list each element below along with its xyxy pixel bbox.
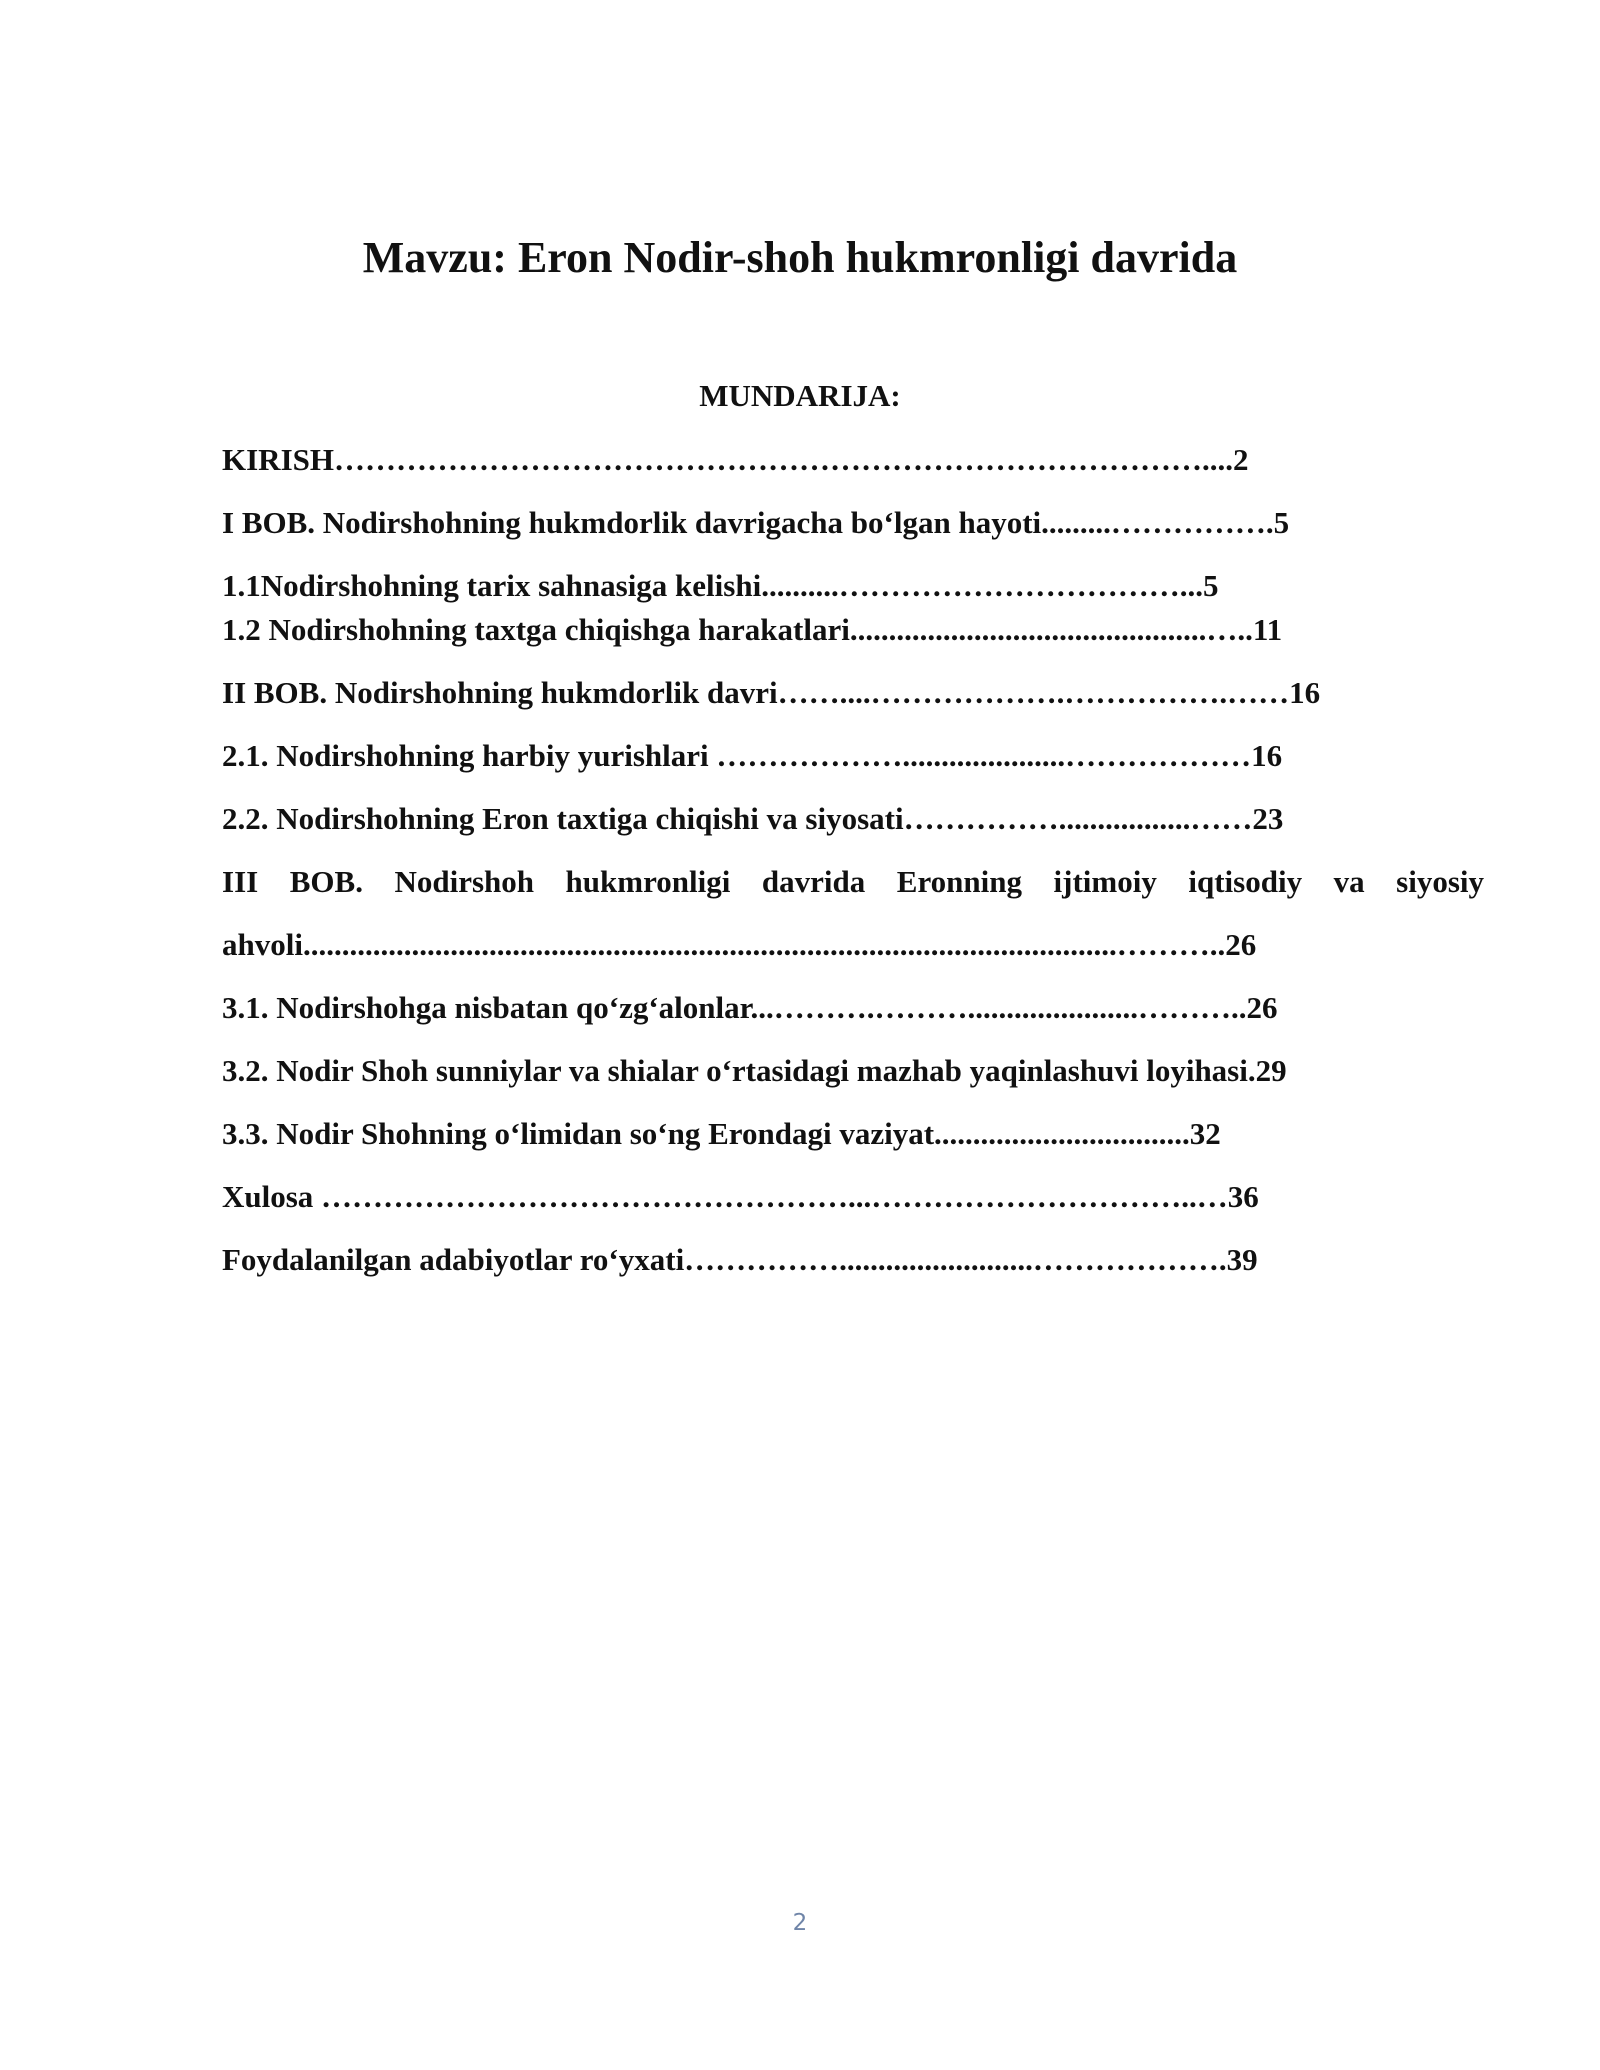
toc-entry-3-1: 3.1. Nodirshohga nisbatan qo‘zg‘alonlar...……….………......................………..26 xyxy=(222,990,1278,1025)
page-number: 2 xyxy=(792,1910,808,1936)
toc-entry-2-1: 2.1. Nodirshohning harbiy yurishlari ……………….....................………………16 xyxy=(222,738,1283,773)
toc-entry-kirish: KIRISH…………………………………………………………………………....2 xyxy=(222,442,1249,477)
toc-entry-bob-2: II BOB. Nodirshohning hukmdorlik davri……....……………….…………….……16 xyxy=(222,675,1321,710)
toc-entry-2-2: 2.2. Nodirshohning Eron taxtiga chiqishi va siyosati…………….................……23 xyxy=(222,801,1284,836)
toc-entry-1-2: 1.2 Nodirshohning taxtga chiqishga harakatlari..............................................…..11 xyxy=(222,612,1283,647)
toc-entry-1-1: 1.1Nodirshohning tarix sahnasiga kelishi..........……………………………...5 xyxy=(222,568,1219,603)
toc-entry-bob-3: III BOB. Nodirshoh hukmronligi davrida Eronning ijtimoiy iqtisodiy va siyosiy xyxy=(222,864,1484,899)
document-title: Mavzu: Eron Nodir-shoh hukmronligi davrida xyxy=(362,233,1238,282)
toc-entry-adabiyotlar: Foydalanilgan adabiyotlar ro‘yxati…………….........................……………….39 xyxy=(222,1242,1258,1277)
toc-heading: MUNDARIJA: xyxy=(699,378,901,413)
toc-entry-bob-1: I BOB. Nodirshohning hukmdorlik davrigacha bo‘lgan hayoti.........…………….5 xyxy=(222,505,1290,540)
toc-entry-xulosa: Xulosa ……………………………………………...…………………………..…36 xyxy=(222,1179,1259,1214)
toc-entry-3-3: 3.3. Nodir Shohning o‘limidan so‘ng Erondagi vaziyat.................................32 xyxy=(222,1116,1221,1151)
toc-entry-3-2: 3.2. Nodir Shoh sunniylar va shialar o‘rtasidagi mazhab yaqinlashuvi loyihasi.29 xyxy=(222,1053,1287,1088)
toc-entry-bob-3-continued: ahvoli.........................................................................................................………..26 xyxy=(222,927,1257,962)
